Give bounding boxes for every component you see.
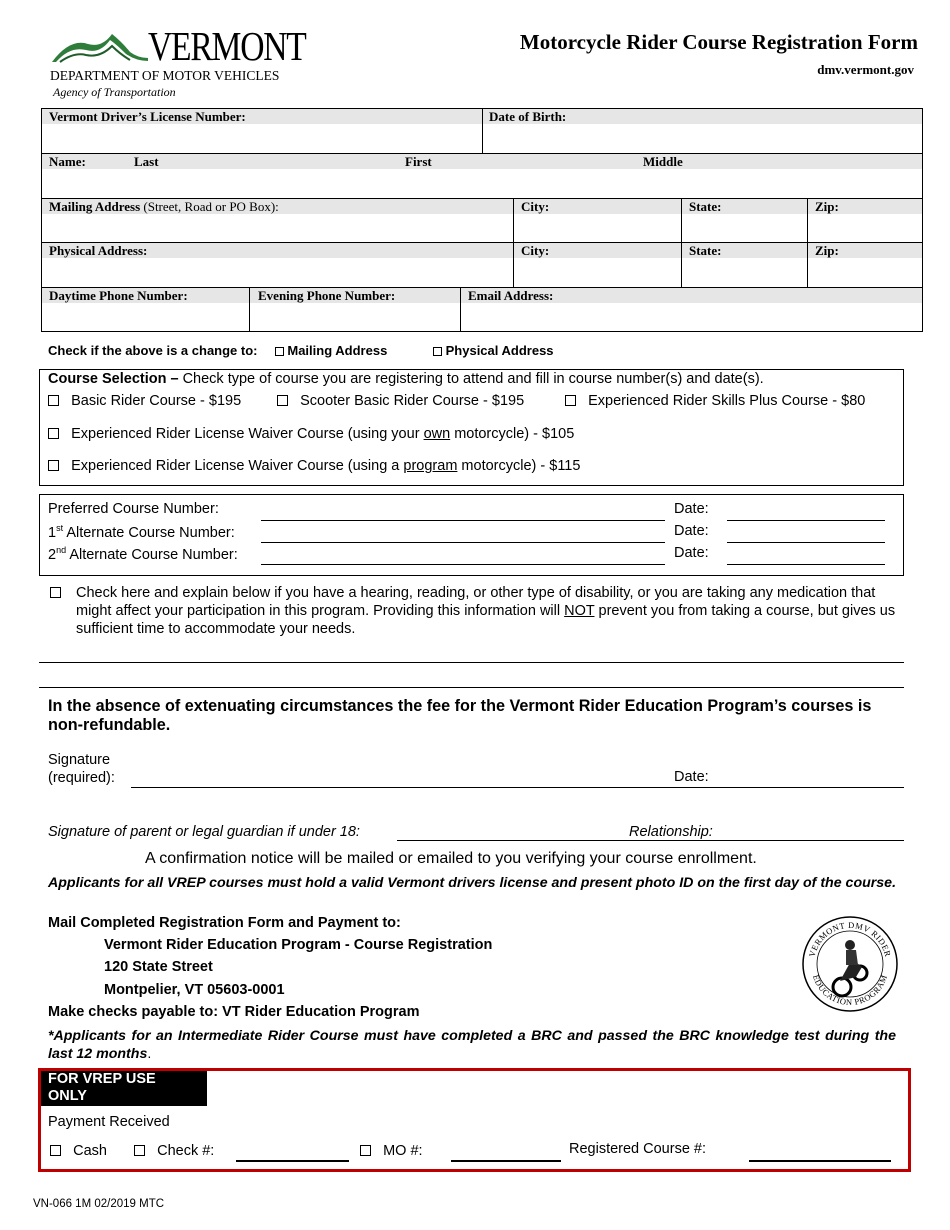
course-selection-heading: Course Selection – Check type of course you are registering to attend and fill in course number(s) and date(s). bbox=[48, 371, 764, 387]
physical-address-field[interactable] bbox=[42, 259, 513, 287]
mountain-logo-icon bbox=[50, 28, 150, 64]
money-order-option[interactable]: MO #: bbox=[360, 1143, 423, 1159]
mailing-city-label: City: bbox=[521, 199, 550, 214]
alternate-2-label: 2nd Alternate Course Number: bbox=[48, 545, 238, 563]
alternate-1-label: 1st Alternate Course Number: bbox=[48, 523, 235, 541]
department-name: DEPARTMENT OF MOTOR VEHICLES bbox=[50, 68, 280, 83]
waiver-program-option[interactable]: Experienced Rider License Waiver Course (using a program motorcycle) - $115 bbox=[48, 458, 580, 474]
basic-rider-checkbox[interactable] bbox=[48, 395, 59, 406]
preferred-date-field[interactable] bbox=[727, 520, 885, 521]
signature-label: Signature (required): bbox=[48, 752, 115, 786]
confirmation-notice: A confirmation notice will be mailed or emailed to you verifying your course enrollment. bbox=[145, 850, 757, 867]
change-label: Check if the above is a change to: bbox=[48, 343, 258, 358]
alternate-1-date-label: Date: bbox=[674, 523, 709, 539]
mailing-change-label: Mailing Address bbox=[287, 343, 388, 358]
money-order-checkbox[interactable] bbox=[360, 1145, 371, 1156]
row-shade bbox=[42, 154, 922, 169]
mailing-change-checkbox[interactable] bbox=[275, 347, 284, 356]
mail-address-line3: Montpelier, VT 05603-0001 bbox=[104, 982, 285, 998]
alternate-1-field[interactable] bbox=[261, 542, 665, 543]
middle-name-label: Middle bbox=[643, 154, 683, 169]
mailing-city-field[interactable] bbox=[514, 215, 681, 242]
change-row bbox=[48, 343, 387, 358]
check-option[interactable]: Check #: bbox=[134, 1143, 214, 1159]
refund-policy: In the absence of extenuating circumstances the fee for the Vermont Rider Education Program’s courses is non-refundable. bbox=[48, 697, 872, 734]
license-number-label: Vermont Driver’s License Number: bbox=[49, 109, 246, 124]
svg-text:EDUCATION PROGRAM: EDUCATION PROGRAM bbox=[811, 973, 890, 1008]
section-divider bbox=[39, 687, 904, 688]
basic-rider-option[interactable]: Basic Rider Course - $195 bbox=[48, 393, 241, 409]
email-label: Email Address: bbox=[468, 288, 554, 303]
cash-option[interactable]: Cash bbox=[50, 1143, 107, 1159]
daytime-phone-label: Daytime Phone Number: bbox=[49, 288, 188, 303]
guardian-signature-label: Signature of parent or legal guardian if under 18: bbox=[48, 824, 360, 840]
daytime-phone-field[interactable] bbox=[42, 304, 249, 331]
physical-state-field[interactable] bbox=[682, 259, 807, 287]
mail-address-line1: Vermont Rider Education Program - Course Registration bbox=[104, 937, 493, 953]
mailing-zip-field[interactable] bbox=[808, 215, 922, 242]
office-use-tag: FOR VREP USE ONLY bbox=[41, 1071, 207, 1106]
alternate-1-date-field[interactable] bbox=[727, 542, 885, 543]
relationship-label: Relationship: bbox=[629, 824, 713, 840]
check-number-field[interactable] bbox=[236, 1160, 349, 1162]
evening-phone-label: Evening Phone Number: bbox=[258, 288, 396, 303]
physical-zip-field[interactable] bbox=[808, 259, 922, 287]
guardian-signature-field[interactable] bbox=[397, 840, 904, 841]
disability-text: Check here and explain below if you have a hearing, reading, or other type of disability, or you are taking any medication that might affect your participation in this program. Providing this information will NOT prevent you from taking a course, but gives us sufficient time to accommodate your needs. bbox=[76, 585, 896, 637]
mailing-address-field[interactable] bbox=[42, 215, 513, 242]
physical-state-label: State: bbox=[689, 243, 722, 258]
form-title: Motorcycle Rider Course Registration Form bbox=[519, 30, 918, 54]
physical-zip-label: Zip: bbox=[815, 243, 839, 258]
evening-phone-field[interactable] bbox=[250, 304, 460, 331]
cash-checkbox[interactable] bbox=[50, 1145, 61, 1156]
mail-to-label: Mail Completed Registration Form and Payment to: bbox=[48, 915, 401, 931]
preferred-course-label: Preferred Course Number: bbox=[48, 501, 219, 517]
license-number-field[interactable] bbox=[42, 125, 482, 153]
intermediate-requirement: *Applicants for an Intermediate Rider Course must have completed a BRC and passed the BRC knowledge test during the last 12 months. bbox=[48, 1028, 896, 1062]
first-name-label: First bbox=[405, 154, 432, 169]
check-checkbox[interactable] bbox=[134, 1145, 145, 1156]
physical-change-checkbox[interactable] bbox=[433, 347, 442, 356]
agency-name: Agency of Transportation bbox=[53, 85, 176, 99]
preferred-course-field[interactable] bbox=[261, 520, 665, 521]
mailing-state-label: State: bbox=[689, 199, 722, 214]
name-field[interactable] bbox=[42, 170, 922, 198]
dob-field[interactable] bbox=[483, 125, 922, 153]
physical-change-label: Physical Address bbox=[445, 343, 554, 358]
form-code: VN-066 1M 02/2019 MTC bbox=[33, 1198, 165, 1210]
registered-course-field[interactable] bbox=[749, 1160, 891, 1162]
signature-field[interactable] bbox=[131, 787, 904, 788]
skills-plus-option[interactable]: Experienced Rider Skills Plus Course - $80 bbox=[565, 393, 865, 409]
svg-text:VERMONT DMV RIDER: VERMONT DMV RIDER bbox=[806, 919, 894, 959]
last-name-label: Last bbox=[134, 154, 159, 169]
signature-date-label: Date: bbox=[674, 769, 709, 785]
physical-city-label: City: bbox=[521, 243, 550, 258]
physical-address-label: Physical Address: bbox=[49, 243, 148, 258]
alternate-2-field[interactable] bbox=[261, 564, 665, 565]
name-label: Name: bbox=[49, 154, 86, 169]
dob-label: Date of Birth: bbox=[489, 109, 567, 124]
vrep-seal-icon bbox=[800, 915, 900, 1013]
disability-explain-field[interactable] bbox=[39, 662, 904, 663]
payment-received-label: Payment Received bbox=[48, 1114, 170, 1130]
scooter-rider-option[interactable]: Scooter Basic Rider Course - $195 bbox=[277, 393, 524, 409]
money-order-field[interactable] bbox=[451, 1160, 561, 1162]
mailing-address-label: Mailing Address (Street, Road or PO Box): bbox=[49, 199, 279, 214]
physical-city-field[interactable] bbox=[514, 259, 681, 287]
alternate-2-date-field[interactable] bbox=[727, 564, 885, 565]
website-link[interactable]: dmv.vermont.gov bbox=[817, 62, 914, 77]
scooter-rider-checkbox[interactable] bbox=[277, 395, 288, 406]
license-requirement: Applicants for all VREP courses must hold a valid Vermont drivers license and present photo ID on the first day of the course. bbox=[48, 875, 897, 891]
mailing-zip-label: Zip: bbox=[815, 199, 839, 214]
waiver-program-checkbox[interactable] bbox=[48, 460, 59, 471]
logo-wordmark: VERMONT bbox=[148, 23, 306, 69]
registered-course-label: Registered Course #: bbox=[569, 1141, 707, 1157]
mailing-state-field[interactable] bbox=[682, 215, 807, 242]
checks-payable: Make checks payable to: VT Rider Education Program bbox=[48, 1004, 420, 1020]
email-field[interactable] bbox=[461, 304, 922, 331]
preferred-date-label: Date: bbox=[674, 501, 709, 517]
skills-plus-checkbox[interactable] bbox=[565, 395, 576, 406]
waiver-own-checkbox[interactable] bbox=[48, 428, 59, 439]
row-shade bbox=[42, 243, 922, 258]
disability-checkbox[interactable] bbox=[50, 587, 61, 598]
physical-change-option bbox=[433, 343, 554, 358]
mail-address-line2: 120 State Street bbox=[104, 959, 213, 975]
alternate-2-date-label: Date: bbox=[674, 545, 709, 561]
waiver-own-option[interactable]: Experienced Rider License Waiver Course (using your own motorcycle) - $105 bbox=[48, 426, 574, 442]
